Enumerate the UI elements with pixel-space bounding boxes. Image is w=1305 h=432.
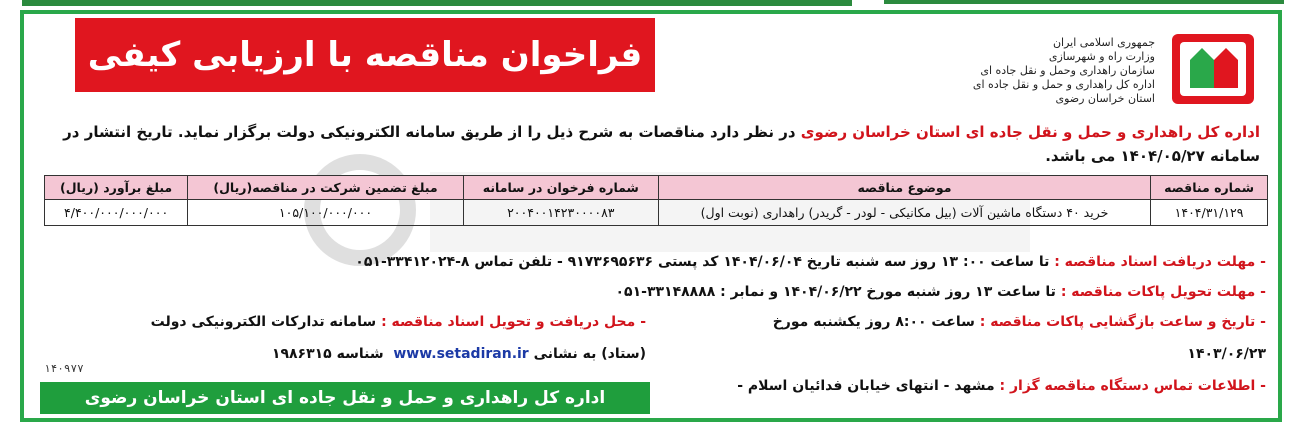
place-sub-line bbox=[272, 346, 646, 362]
opening-date-line bbox=[1187, 346, 1266, 362]
id-label: شناسه bbox=[336, 346, 384, 362]
opening-time bbox=[773, 314, 1266, 330]
org-header bbox=[895, 36, 1155, 106]
cell-tender-number: ۱۴۰۴/۳۱/۱۲۹ bbox=[1151, 200, 1268, 226]
opening-label: - تاریخ و ساعت بازگشایی پاکات مناقصه : bbox=[979, 314, 1266, 330]
ministry-logo bbox=[1170, 32, 1256, 106]
notice-code: ۱۴۰۹۷۷ bbox=[44, 362, 84, 375]
col-call-number: شماره فرخوان در سامانه bbox=[463, 176, 658, 200]
org-line: وزارت راه و شهرسازی bbox=[1048, 50, 1155, 63]
cell-subject: خرید ۴۰ دستگاه ماشین آلات (بیل مکانیکی - لودر - گریدر) راهداری (نوبت اول) bbox=[658, 200, 1150, 226]
deliver-text: تا ساعت ۱۳ روز شنبه مورخ ۱۴۰۴/۰۶/۲۲ و نمابر : ۳۳۱۴۸۸۸۸-۰۵۱ bbox=[615, 284, 1061, 300]
col-subject: موضوع مناقصه bbox=[658, 176, 1150, 200]
org-line: جمهوری اسلامی ایران bbox=[1052, 36, 1155, 49]
footer-bar bbox=[40, 382, 650, 414]
title-banner bbox=[75, 18, 655, 92]
contact-label: - اطلاعات تماس دستگاه مناقصه گزار : bbox=[999, 378, 1266, 394]
tender-table bbox=[44, 175, 1268, 226]
cell-guarantee: ۱۰۵/۱۰۰/۰۰۰/۰۰۰ bbox=[188, 200, 464, 226]
opening-date: ۱۴۰۳/۰۶/۲۳ bbox=[1187, 346, 1266, 362]
receive-deadline bbox=[355, 254, 1266, 270]
place-info bbox=[151, 314, 646, 330]
cell-call-number: ۲۰۰۴۰۰۱۴۲۳۰۰۰۰۸۳ bbox=[463, 200, 658, 226]
delivery-deadline bbox=[615, 284, 1266, 300]
receive-label: - مهلت دریافت اسناد مناقصه : bbox=[1054, 254, 1266, 270]
opening-text: ساعت ۸:۰۰ روز یکشنبه مورخ bbox=[772, 314, 980, 330]
col-estimate: مبلغ برآورد (ریال) bbox=[45, 176, 188, 200]
table-row bbox=[45, 200, 1268, 226]
intro-highlight: اداره کل راهداری و حمل و نقل جاده ای استان خراسان رضوی bbox=[800, 123, 1260, 141]
intro-rest: در نظر دارد مناقصات به شرح ذیل را از طریق سامانه الکترونیکی دولت برگزار نماید. تاریخ انتشار در سامانه ۱۴۰۴/۰۵/۲۷ می باشد. bbox=[63, 123, 1260, 165]
top-strip-right bbox=[884, 0, 1284, 4]
place-sub: (ستاد) به نشانی bbox=[533, 346, 646, 362]
cell-estimate: ۴/۴۰۰/۰۰۰/۰۰۰/۰۰۰ bbox=[45, 200, 188, 226]
contact-info bbox=[737, 378, 1266, 394]
deliver-label: - مهلت تحویل پاکات مناقصه : bbox=[1060, 284, 1266, 300]
banner-title: فراخوان مناقصه با ارزیابی کیفی bbox=[87, 35, 643, 75]
org-line: سازمان راهداری وحمل و نقل جاده ای bbox=[980, 64, 1155, 77]
contact-text: مشهد - انتهای خیابان فدائیان اسلام - bbox=[737, 378, 1000, 394]
col-tender-number: شماره مناقصه bbox=[1151, 176, 1268, 200]
place-label: - محل دریافت و تحویل اسناد مناقصه : bbox=[381, 314, 646, 330]
footer-text: اداره کل راهداری و حمل و نقل جاده ای استان خراسان رضوی bbox=[84, 388, 606, 408]
org-line: اداره کل راهداری و حمل و نقل جاده ای bbox=[972, 78, 1155, 91]
id-value: ۱۹۸۶۳۱۵ bbox=[271, 346, 332, 362]
receive-text: تا ساعت ۰۰: ۱۳ روز سه شنبه تاریخ ۱۴۰۴/۰۶/۰۴ کد پستی ۹۱۷۳۶۹۵۶۳۶ - تلفن تماس ۸-۳۳۴۱۲۰۲۴-۰۵۱ bbox=[355, 254, 1055, 270]
website-link[interactable]: www.setadiran.ir bbox=[393, 346, 529, 362]
table-header-row bbox=[45, 176, 1268, 200]
col-guarantee: مبلغ تضمین شرکت در مناقصه(ریال) bbox=[188, 176, 464, 200]
top-strip-left bbox=[22, 0, 852, 6]
intro-paragraph bbox=[60, 120, 1260, 168]
org-line: استان خراسان رضوی bbox=[1055, 92, 1155, 105]
place-text: سامانه تدارکات الکترونیکی دولت bbox=[150, 314, 382, 330]
